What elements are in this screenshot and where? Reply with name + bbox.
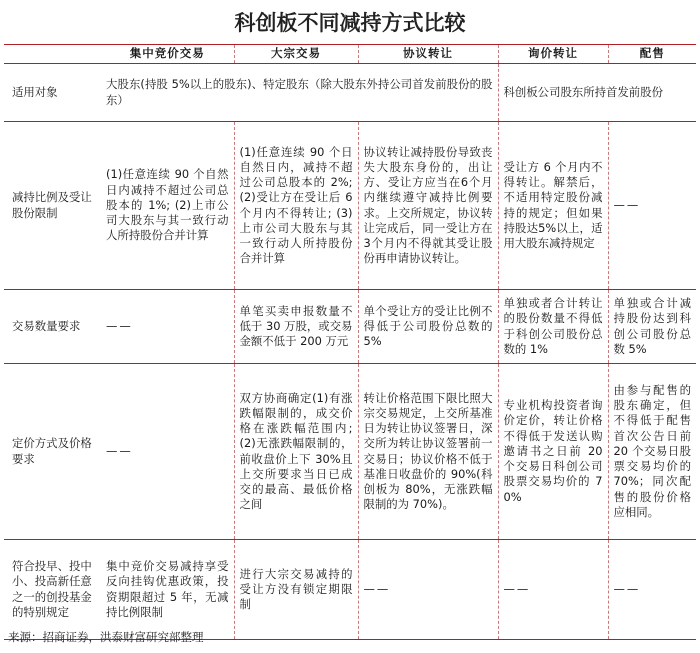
table-header-row (4, 45, 696, 64)
cell-inquiry-transfer: —— (498, 540, 608, 640)
row-label: 减持比例及受让股份限制 (4, 122, 101, 290)
cell-block-trade: 进行大宗交易减持的受让方没有锁定期限制 (234, 540, 358, 640)
cell-inquiry-transfer: 专业机构投资者询价定价，转让价格不得低于发送认购邀请书之日前 20 个交易日科创公司股票交易均价的 70% (498, 364, 608, 540)
chart-title: 科创板不同减持方式比较 (234, 11, 466, 35)
cell-centralized-bidding: 集中竞价交易减持享受反向挂钩优惠政策，投资期限超过 5 年，无减持比例限制 (101, 540, 234, 640)
table-row-vc-special (4, 540, 696, 640)
header-placement: 配售 (608, 45, 696, 64)
row-label: 定价方式及价格要求 (4, 364, 101, 540)
cell-centralized-bidding: (1)任意连续 90 个自然日内减持不超过公司总股本的 1%; (2)上市公司大股东与其一致行动人所持股份合并计算 (101, 122, 234, 290)
cell-inquiry-placement: 科创板公司股东所持首发前股份 (498, 64, 696, 122)
cell-agreement-transfer: 转让价格范围下限比照大宗交易规定，上交所基准日为转让协议签署日，深交所为转让协议签署前一交易日；协议价格不低于基准日收盘价的 90%(科创板为 80%，无涨跌幅限制的为 70%)。 (358, 364, 498, 540)
cell-inquiry-transfer: 受让方 6 个月内不得转让。解禁后，不适用特定股份减持的规定；但如果持股达5%以上，适用大股东减持规定 (498, 122, 608, 290)
table-row-pricing (4, 364, 696, 540)
cell-block-trade: 单笔买卖申报数量不低于 30 万股，或交易金额不低于 200 万元 (234, 290, 358, 364)
header-inquiry-transfer: 询价转让 (498, 45, 608, 64)
table-row-quantity-requirement (4, 290, 696, 364)
table-row-applicable-parties (4, 64, 696, 122)
header-cell-empty (4, 45, 101, 64)
cell-placement: 由参与配售的股东确定，但不得低于配售首次公告日前 20 个交易日股票交易均价的 70%；同次配售的股份价格应相同。 (608, 364, 696, 540)
cell-inquiry-transfer: 单独或者合计转让的股份数量不得低于科创公司股份总数的 1% (498, 290, 608, 364)
cell-merged-main: 大股东(持股 5%以上的股东)、特定股东（除大股东外持公司首发前股份的股东） (101, 64, 498, 122)
header-agreement-transfer: 协议转让 (358, 45, 498, 64)
table-row-reduction-ratio (4, 122, 696, 290)
row-label: 符合投早、投中小、投高新任意之一的创投基金的特别规定 (4, 540, 101, 640)
header-centralized-bidding: 集中竞价交易 (101, 45, 234, 64)
row-label: 适用对象 (4, 64, 101, 122)
comparison-table (4, 44, 696, 640)
cell-block-trade: 双方协商确定(1)有涨跌幅限制的，成交价格在涨跌幅范围内; (2)无涨跌幅限制的，前收盘价上下 30%且上交所要求当日已成交的最高、最低价格之间 (234, 364, 358, 540)
cell-placement: —— (608, 540, 696, 640)
cell-centralized-bidding: —— (101, 290, 234, 364)
header-block-trade: 大宗交易 (234, 45, 358, 64)
cell-block-trade: (1)任意连续 90 个日自然日内，减持不超过公司总股本的 2%; (2)受让方在受让后 6 个月内不得转让; (3)上市公司大股东与其一致行动人所持股份合并计算 (234, 122, 358, 290)
cell-placement: —— (608, 122, 696, 290)
cell-placement: 单独或合计减持股份达到科创公司股份总数 5% (608, 290, 696, 364)
cell-centralized-bidding: —— (101, 364, 234, 540)
cell-agreement-transfer: —— (358, 540, 498, 640)
cell-agreement-transfer: 单个受让方的受让比例不得低于公司股份总数的 5% (358, 290, 498, 364)
source-note: 来源：招商证券，洪泰财富研究部整理 (8, 630, 204, 644)
cell-agreement-transfer: 协议转让减持股份导致丧失大股东身份的，出让方、受让方应当在6个月内继续遵守减持比例要求。上交所规定，协议转让完成后，同一受让方在3个月内不得就其受让股份再申请协议转让。 (358, 122, 498, 290)
row-label: 交易数量要求 (4, 290, 101, 364)
